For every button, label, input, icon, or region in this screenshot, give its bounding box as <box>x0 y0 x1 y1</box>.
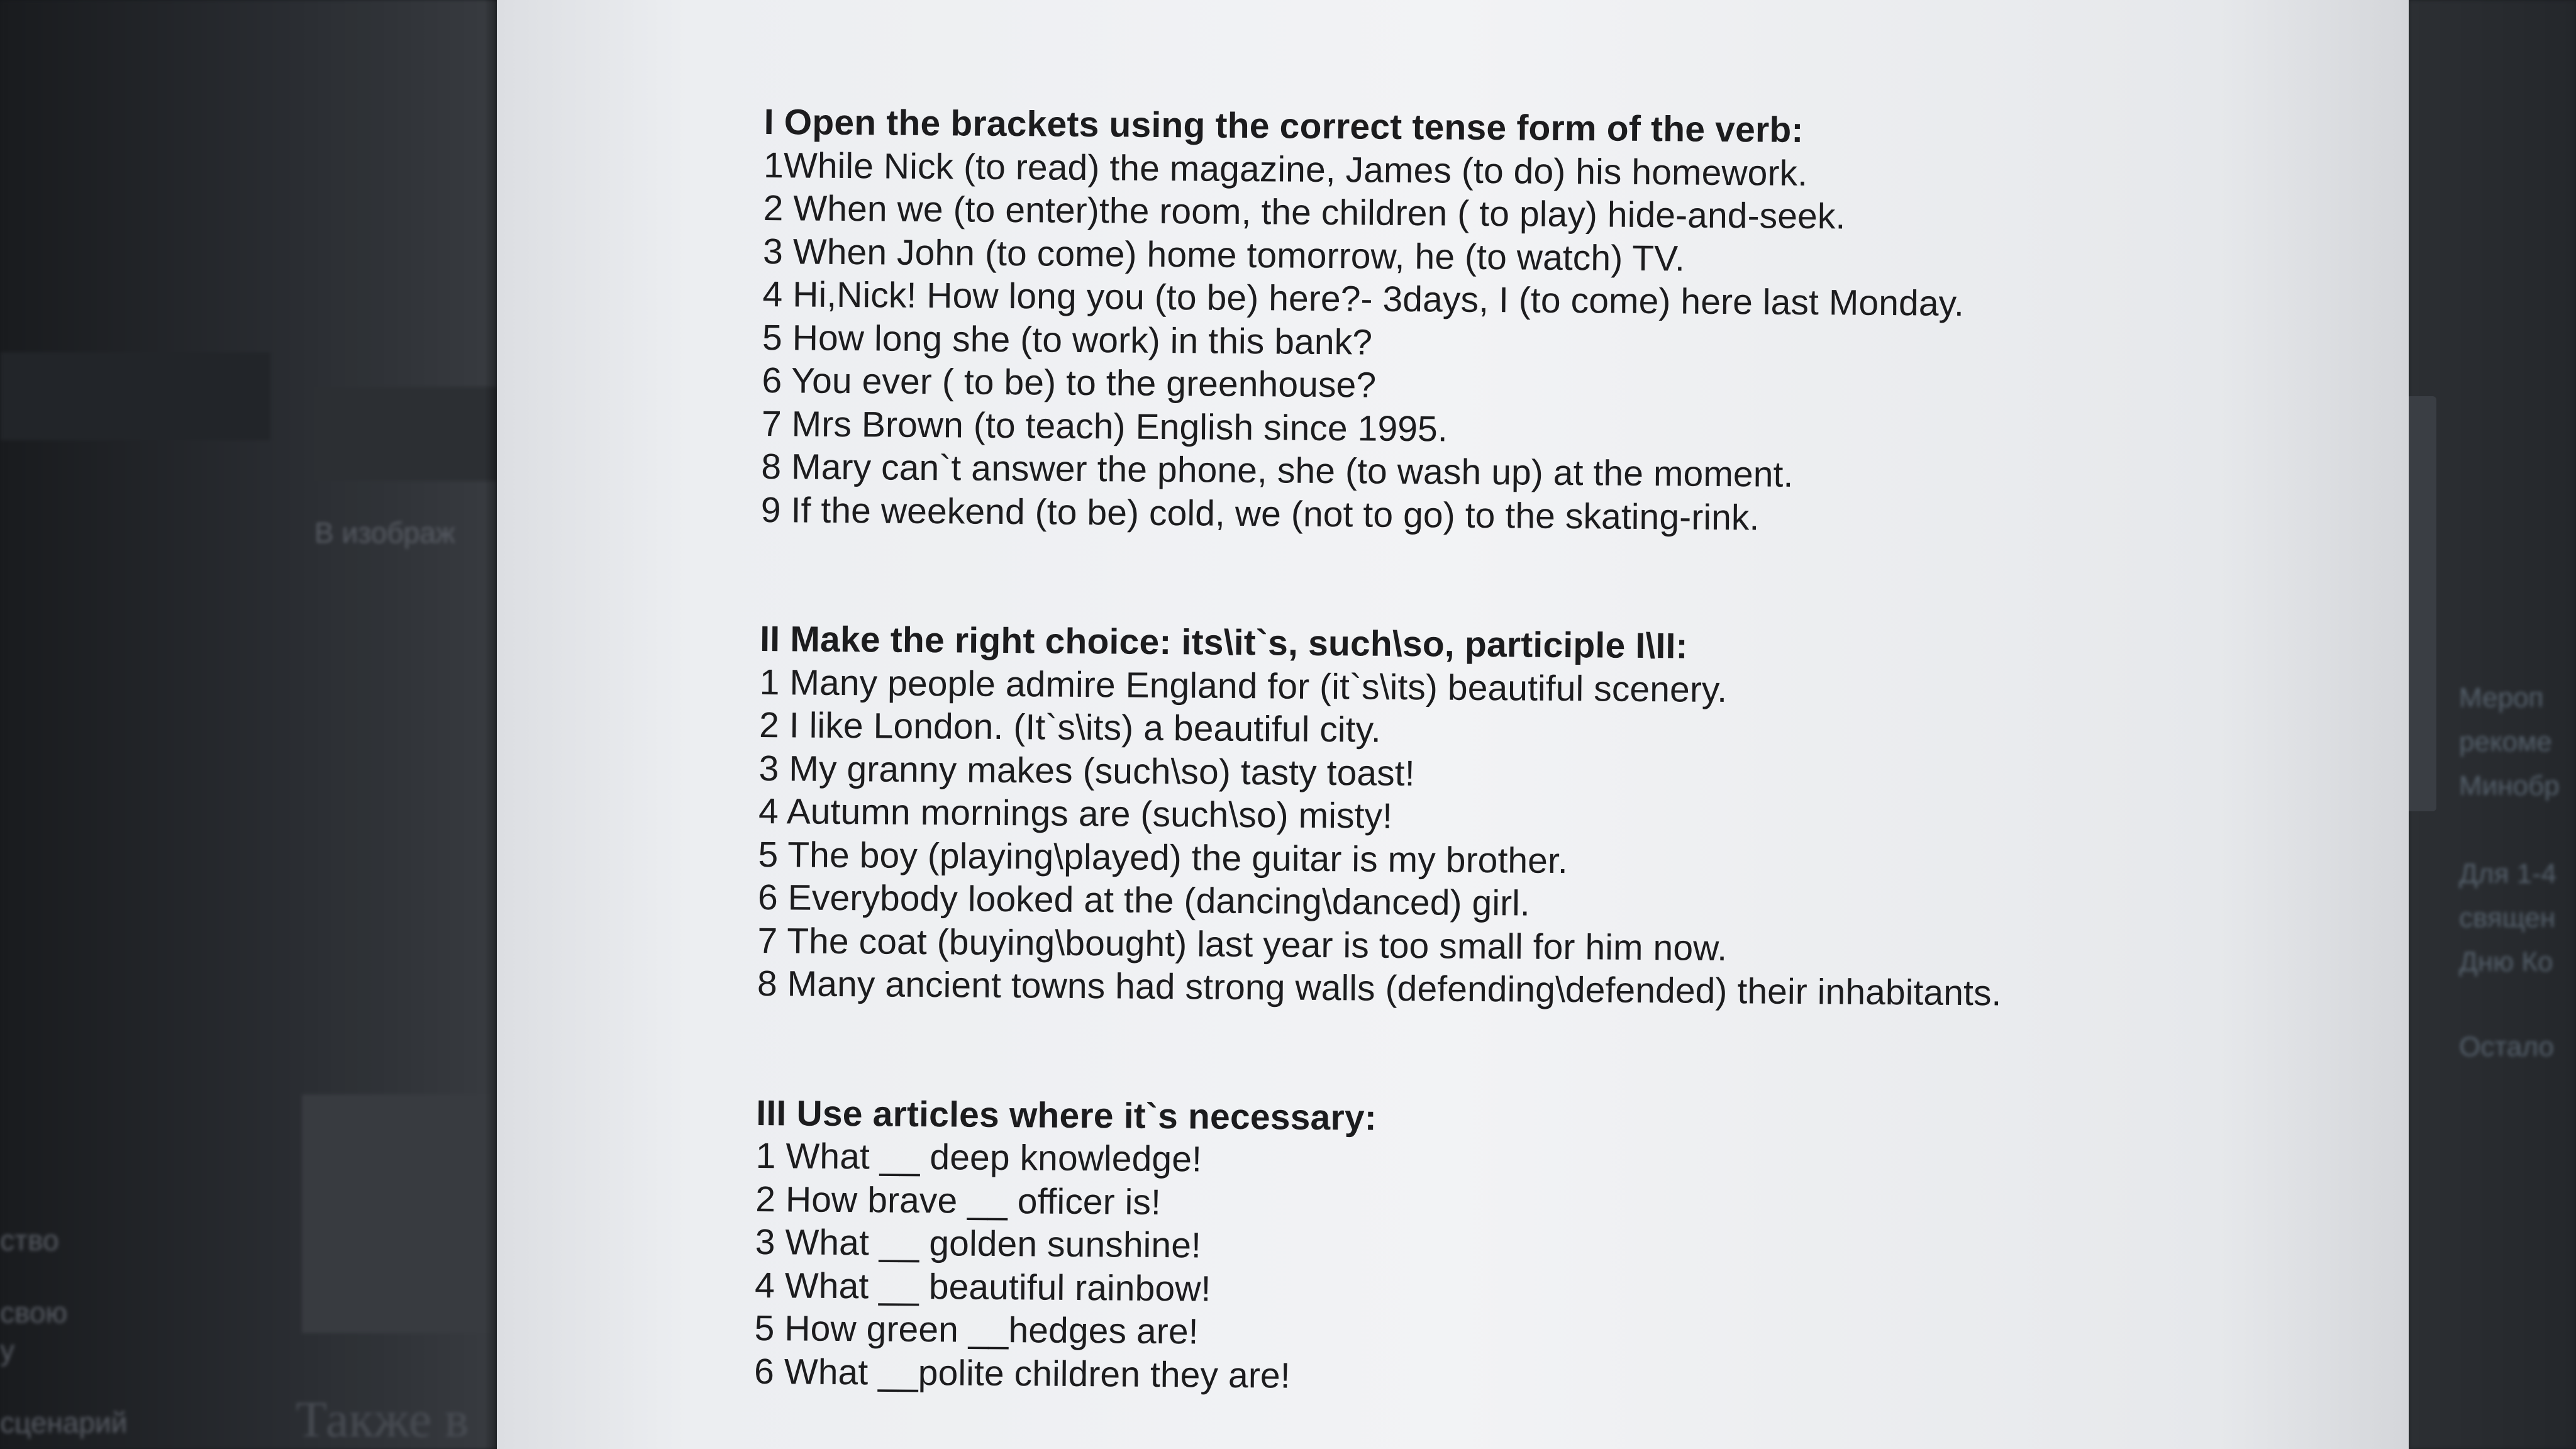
background-dark-block <box>0 352 270 440</box>
exercise-item: 4 Hi,Nick! How long you (to be) here?- 3days, I (to come) here last Monday. <box>762 274 1965 324</box>
document-content <box>754 101 2336 1406</box>
exercise-item: 3 What __ golden sunshine! <box>755 1221 1202 1266</box>
background-text: рекоме <box>2459 726 2552 757</box>
background-text: сценарий <box>0 1406 128 1439</box>
exercise-item: 3 My granny makes (such\so) tasty toast! <box>758 748 1415 794</box>
background-text: у <box>0 1334 14 1367</box>
exercise-section-1 <box>761 101 2336 544</box>
background-text: Для 1-4 <box>2459 858 2557 889</box>
exercise-item: 5 How long she (to work) in this bank? <box>762 317 1373 363</box>
left-background-page <box>0 0 497 1449</box>
exercise-item: 3 When John (to come) home tomorrow, he (to watch) TV. <box>762 231 1685 279</box>
exercise-item: 7 Mrs Brown (to teach) English since 1995. <box>761 403 1448 450</box>
background-heading: Также в <box>296 1391 469 1448</box>
exercise-item: 1 Many people admire England for (it`s\its) beautiful scenery. <box>759 662 1728 710</box>
background-text: В изображ <box>314 516 455 549</box>
background-text: Остало <box>2459 1031 2554 1062</box>
exercise-item: 8 Many ancient towns had strong walls (defending\defended) their inhabitants. <box>757 963 2002 1014</box>
section-heading: II Make the right choice: its\it`s, such\so, participle I\II: <box>760 618 1688 667</box>
background-text: Дню Ко <box>2459 947 2553 977</box>
background-button-block <box>314 387 497 481</box>
background-text: Минобр <box>2459 770 2560 801</box>
exercise-item: 9 If the weekend (to be) cold, we (not to go) to the skating-rink. <box>760 489 1760 538</box>
exercise-item: 4 What __ beautiful rainbow! <box>754 1265 1211 1309</box>
exercise-item: 2 When we (to enter)the room, the children ( to play) hide-and-seek. <box>763 187 1846 237</box>
exercise-item: 6 What __polite children they are! <box>753 1351 1291 1396</box>
exercise-item: 5 How green __hedges are! <box>754 1307 1199 1352</box>
background-text: ство <box>0 1224 59 1257</box>
exercise-item: 4 Autumn mornings are (such\so) misty! <box>758 791 1393 836</box>
exercise-item: 1While Nick (to read) the magazine, James (to do) his homework. <box>763 145 1808 194</box>
exercise-section-3 <box>754 1091 2329 1405</box>
exercise-item: 8 Mary can`t answer the phone, she (to wash up) at the moment. <box>761 446 1794 495</box>
background-card-block <box>302 1094 497 1333</box>
exercise-item: 5 The boy (playing\played) the guitar is my brother. <box>758 834 1568 881</box>
section-heading: III Use articles where it`s necessary: <box>756 1092 1377 1138</box>
background-text: свою <box>0 1296 68 1329</box>
background-text: Мероп <box>2459 682 2544 713</box>
exercise-item: 7 The coat (buying\bought) last year is too small for him now. <box>757 920 1728 969</box>
scrollbar-thumb[interactable] <box>2406 396 2436 811</box>
exercise-item: 6 Everybody looked at the (dancing\danced) girl. <box>757 877 1531 924</box>
exercise-item: 2 How brave __ officer is! <box>755 1179 1162 1223</box>
exercise-item: 6 You ever ( to be) to the greenhouse? <box>762 360 1377 406</box>
exercise-section-2 <box>757 618 2333 1018</box>
section-heading: I Open the brackets using the correct tense form of the verb: <box>763 101 1804 150</box>
exercise-item: 1 What __ deep knowledge! <box>755 1135 1202 1180</box>
background-text: священ <box>2459 902 2556 933</box>
exercise-item: 2 I like London. (It`s\its) a beautiful city. <box>758 704 1382 750</box>
